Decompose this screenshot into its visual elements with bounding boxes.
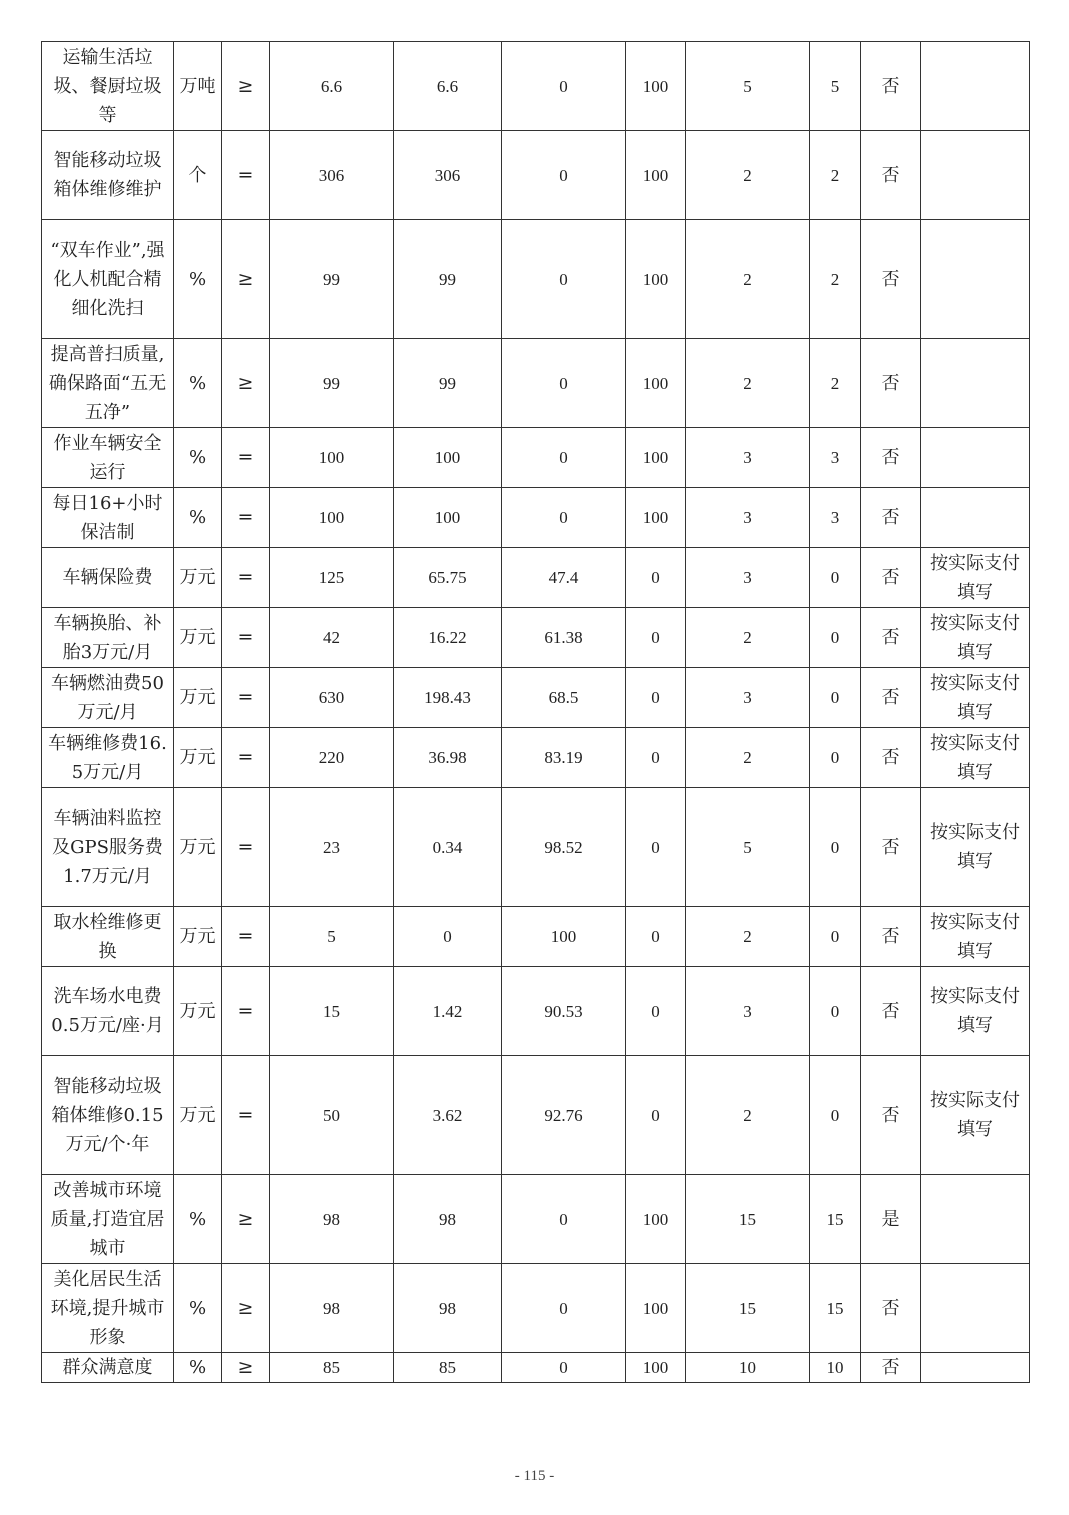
weight-cell: 2 <box>686 608 810 668</box>
weight-cell: 15 <box>686 1175 810 1264</box>
completion-rate-cell: 100 <box>626 488 686 548</box>
unit-cell: 万元 <box>174 668 222 728</box>
actual-value-cell: 16.22 <box>394 608 502 668</box>
table-row <box>42 608 1030 668</box>
target-value-cell: 50 <box>270 1056 394 1175</box>
actual-value-cell: 98 <box>394 1264 502 1353</box>
operator-cell: ≥ <box>222 220 270 339</box>
flag-cell: 否 <box>861 339 921 428</box>
weight-cell: 3 <box>686 428 810 488</box>
score-cell: 15 <box>810 1264 861 1353</box>
indicator-name-cell: 运输生活垃圾、餐厨垃圾等 <box>42 42 174 131</box>
actual-value-cell: 3.62 <box>394 1056 502 1175</box>
score-cell: 15 <box>810 1175 861 1264</box>
deviation-cell: 0 <box>502 220 626 339</box>
weight-cell: 3 <box>686 548 810 608</box>
weight-cell: 15 <box>686 1264 810 1353</box>
score-cell: 0 <box>810 608 861 668</box>
actual-value-cell: 98 <box>394 1175 502 1264</box>
deviation-cell: 0 <box>502 488 626 548</box>
score-cell: 3 <box>810 488 861 548</box>
score-cell: 2 <box>810 339 861 428</box>
table-row <box>42 488 1030 548</box>
flag-cell: 否 <box>861 668 921 728</box>
completion-rate-cell: 0 <box>626 1056 686 1175</box>
weight-cell: 2 <box>686 131 810 220</box>
table-row <box>42 728 1030 788</box>
operator-cell: = <box>222 548 270 608</box>
flag-cell: 否 <box>861 967 921 1056</box>
flag-cell: 否 <box>861 788 921 907</box>
weight-cell: 2 <box>686 728 810 788</box>
operator-cell: ≥ <box>222 339 270 428</box>
target-value-cell: 630 <box>270 668 394 728</box>
indicator-name-cell: 提高普扫质量,确保路面“五无五净” <box>42 339 174 428</box>
weight-cell: 2 <box>686 339 810 428</box>
unit-cell: % <box>174 428 222 488</box>
indicator-name-cell: 改善城市环境质量,打造宜居城市 <box>42 1175 174 1264</box>
actual-value-cell: 6.6 <box>394 42 502 131</box>
operator-cell: = <box>222 788 270 907</box>
score-cell: 2 <box>810 131 861 220</box>
score-cell: 0 <box>810 967 861 1056</box>
note-cell: 按实际支付填写 <box>921 728 1030 788</box>
operator-cell: = <box>222 1056 270 1175</box>
weight-cell: 10 <box>686 1353 810 1383</box>
note-cell <box>921 1175 1030 1264</box>
actual-value-cell: 198.43 <box>394 668 502 728</box>
target-value-cell: 6.6 <box>270 42 394 131</box>
unit-cell: 万元 <box>174 907 222 967</box>
unit-cell: 万元 <box>174 608 222 668</box>
actual-value-cell: 306 <box>394 131 502 220</box>
unit-cell: % <box>174 1264 222 1353</box>
completion-rate-cell: 0 <box>626 907 686 967</box>
deviation-cell: 0 <box>502 42 626 131</box>
unit-cell: % <box>174 1353 222 1383</box>
completion-rate-cell: 100 <box>626 1353 686 1383</box>
actual-value-cell: 100 <box>394 488 502 548</box>
actual-value-cell: 99 <box>394 220 502 339</box>
target-value-cell: 125 <box>270 548 394 608</box>
score-cell: 0 <box>810 668 861 728</box>
operator-cell: = <box>222 488 270 548</box>
table-row <box>42 220 1030 339</box>
completion-rate-cell: 100 <box>626 1175 686 1264</box>
operator-cell: = <box>222 428 270 488</box>
flag-cell: 否 <box>861 907 921 967</box>
indicator-name-cell: 车辆燃油费50万元/月 <box>42 668 174 728</box>
score-cell: 0 <box>810 1056 861 1175</box>
score-cell: 3 <box>810 428 861 488</box>
target-value-cell: 85 <box>270 1353 394 1383</box>
weight-cell: 3 <box>686 488 810 548</box>
note-cell: 按实际支付填写 <box>921 907 1030 967</box>
actual-value-cell: 65.75 <box>394 548 502 608</box>
completion-rate-cell: 100 <box>626 131 686 220</box>
actual-value-cell: 85 <box>394 1353 502 1383</box>
completion-rate-cell: 0 <box>626 788 686 907</box>
indicator-name-cell: 车辆保险费 <box>42 548 174 608</box>
actual-value-cell: 36.98 <box>394 728 502 788</box>
indicator-name-cell: 群众满意度 <box>42 1353 174 1383</box>
score-cell: 0 <box>810 907 861 967</box>
operator-cell: ≥ <box>222 1175 270 1264</box>
completion-rate-cell: 100 <box>626 428 686 488</box>
target-value-cell: 15 <box>270 967 394 1056</box>
operator-cell: ≥ <box>222 1353 270 1383</box>
target-value-cell: 306 <box>270 131 394 220</box>
completion-rate-cell: 100 <box>626 339 686 428</box>
indicator-name-cell: 车辆油料监控及GPS服务费1.7万元/月 <box>42 788 174 907</box>
indicator-name-cell: 美化居民生活环境,提升城市形象 <box>42 1264 174 1353</box>
deviation-cell: 0 <box>502 1353 626 1383</box>
target-value-cell: 23 <box>270 788 394 907</box>
table-row <box>42 428 1030 488</box>
table-row <box>42 339 1030 428</box>
operator-cell: = <box>222 608 270 668</box>
operator-cell: = <box>222 131 270 220</box>
deviation-cell: 90.53 <box>502 967 626 1056</box>
note-cell <box>921 1353 1030 1383</box>
note-cell: 按实际支付填写 <box>921 1056 1030 1175</box>
indicator-name-cell: 作业车辆安全运行 <box>42 428 174 488</box>
note-cell: 按实际支付填写 <box>921 608 1030 668</box>
table-row <box>42 42 1030 131</box>
operator-cell: = <box>222 967 270 1056</box>
deviation-cell: 100 <box>502 907 626 967</box>
unit-cell: % <box>174 339 222 428</box>
deviation-cell: 98.52 <box>502 788 626 907</box>
target-value-cell: 98 <box>270 1175 394 1264</box>
target-value-cell: 98 <box>270 1264 394 1353</box>
deviation-cell: 0 <box>502 1175 626 1264</box>
target-value-cell: 99 <box>270 339 394 428</box>
flag-cell: 否 <box>861 1264 921 1353</box>
actual-value-cell: 100 <box>394 428 502 488</box>
note-cell: 按实际支付填写 <box>921 668 1030 728</box>
completion-rate-cell: 100 <box>626 220 686 339</box>
operator-cell: = <box>222 668 270 728</box>
target-value-cell: 100 <box>270 428 394 488</box>
deviation-cell: 68.5 <box>502 668 626 728</box>
indicator-name-cell: 洗车场水电费0.5万元/座·月 <box>42 967 174 1056</box>
target-value-cell: 99 <box>270 220 394 339</box>
completion-rate-cell: 0 <box>626 608 686 668</box>
deviation-cell: 0 <box>502 428 626 488</box>
operator-cell: = <box>222 728 270 788</box>
deviation-cell: 0 <box>502 1264 626 1353</box>
unit-cell: 万元 <box>174 1056 222 1175</box>
indicator-name-cell: 取水栓维修更换 <box>42 907 174 967</box>
indicator-name-cell: 车辆维修费16.5万元/月 <box>42 728 174 788</box>
target-value-cell: 5 <box>270 907 394 967</box>
page-number: - 115 - <box>514 1468 555 1484</box>
completion-rate-cell: 100 <box>626 42 686 131</box>
flag-cell: 否 <box>861 728 921 788</box>
table-row <box>42 1264 1030 1353</box>
deviation-cell: 0 <box>502 339 626 428</box>
weight-cell: 5 <box>686 788 810 907</box>
operator-cell: = <box>222 907 270 967</box>
flag-cell: 是 <box>861 1175 921 1264</box>
deviation-cell: 92.76 <box>502 1056 626 1175</box>
table-row <box>42 668 1030 728</box>
indicator-name-cell: 智能移动垃圾箱体维修维护 <box>42 131 174 220</box>
flag-cell: 否 <box>861 428 921 488</box>
completion-rate-cell: 0 <box>626 668 686 728</box>
target-value-cell: 220 <box>270 728 394 788</box>
weight-cell: 2 <box>686 220 810 339</box>
indicator-name-cell: “双车作业”,强化人机配合精细化洗扫 <box>42 220 174 339</box>
deviation-cell: 47.4 <box>502 548 626 608</box>
note-cell <box>921 428 1030 488</box>
indicator-name-cell: 智能移动垃圾箱体维修0.15万元/个·年 <box>42 1056 174 1175</box>
unit-cell: 万元 <box>174 967 222 1056</box>
unit-cell: % <box>174 220 222 339</box>
operator-cell: ≥ <box>222 42 270 131</box>
indicator-name-cell: 每日16+小时保洁制 <box>42 488 174 548</box>
flag-cell: 否 <box>861 488 921 548</box>
completion-rate-cell: 0 <box>626 548 686 608</box>
score-cell: 0 <box>810 728 861 788</box>
table-row <box>42 1056 1030 1175</box>
actual-value-cell: 99 <box>394 339 502 428</box>
unit-cell: 万吨 <box>174 42 222 131</box>
weight-cell: 3 <box>686 668 810 728</box>
actual-value-cell: 0.34 <box>394 788 502 907</box>
score-cell: 5 <box>810 42 861 131</box>
table-row <box>42 967 1030 1056</box>
actual-value-cell: 1.42 <box>394 967 502 1056</box>
actual-value-cell: 0 <box>394 907 502 967</box>
table-row <box>42 548 1030 608</box>
note-cell <box>921 42 1030 131</box>
score-cell: 0 <box>810 548 861 608</box>
note-cell: 按实际支付填写 <box>921 548 1030 608</box>
indicator-name-cell: 车辆换胎、补胎3万元/月 <box>42 608 174 668</box>
weight-cell: 3 <box>686 967 810 1056</box>
flag-cell: 否 <box>861 131 921 220</box>
completion-rate-cell: 0 <box>626 728 686 788</box>
table-row <box>42 1175 1030 1264</box>
unit-cell: 个 <box>174 131 222 220</box>
weight-cell: 2 <box>686 1056 810 1175</box>
target-value-cell: 100 <box>270 488 394 548</box>
table-row <box>42 788 1030 907</box>
score-cell: 0 <box>810 788 861 907</box>
weight-cell: 5 <box>686 42 810 131</box>
unit-cell: % <box>174 1175 222 1264</box>
target-value-cell: 42 <box>270 608 394 668</box>
operator-cell: ≥ <box>222 1264 270 1353</box>
note-cell: 按实际支付填写 <box>921 788 1030 907</box>
note-cell <box>921 339 1030 428</box>
note-cell <box>921 131 1030 220</box>
table-body <box>42 42 1030 1383</box>
flag-cell: 否 <box>861 608 921 668</box>
flag-cell: 否 <box>861 42 921 131</box>
table-row <box>42 131 1030 220</box>
note-cell <box>921 488 1030 548</box>
unit-cell: 万元 <box>174 728 222 788</box>
deviation-cell: 83.19 <box>502 728 626 788</box>
deviation-cell: 0 <box>502 131 626 220</box>
weight-cell: 2 <box>686 907 810 967</box>
score-cell: 2 <box>810 220 861 339</box>
flag-cell: 否 <box>861 548 921 608</box>
completion-rate-cell: 0 <box>626 967 686 1056</box>
note-cell <box>921 220 1030 339</box>
flag-cell: 否 <box>861 1056 921 1175</box>
flag-cell: 否 <box>861 220 921 339</box>
performance-indicator-table <box>41 41 1030 1383</box>
completion-rate-cell: 100 <box>626 1264 686 1353</box>
deviation-cell: 61.38 <box>502 608 626 668</box>
note-cell <box>921 1264 1030 1353</box>
table-row <box>42 1353 1030 1383</box>
note-cell: 按实际支付填写 <box>921 967 1030 1056</box>
unit-cell: 万元 <box>174 548 222 608</box>
flag-cell: 否 <box>861 1353 921 1383</box>
score-cell: 10 <box>810 1353 861 1383</box>
unit-cell: % <box>174 488 222 548</box>
table-row <box>42 907 1030 967</box>
unit-cell: 万元 <box>174 788 222 907</box>
